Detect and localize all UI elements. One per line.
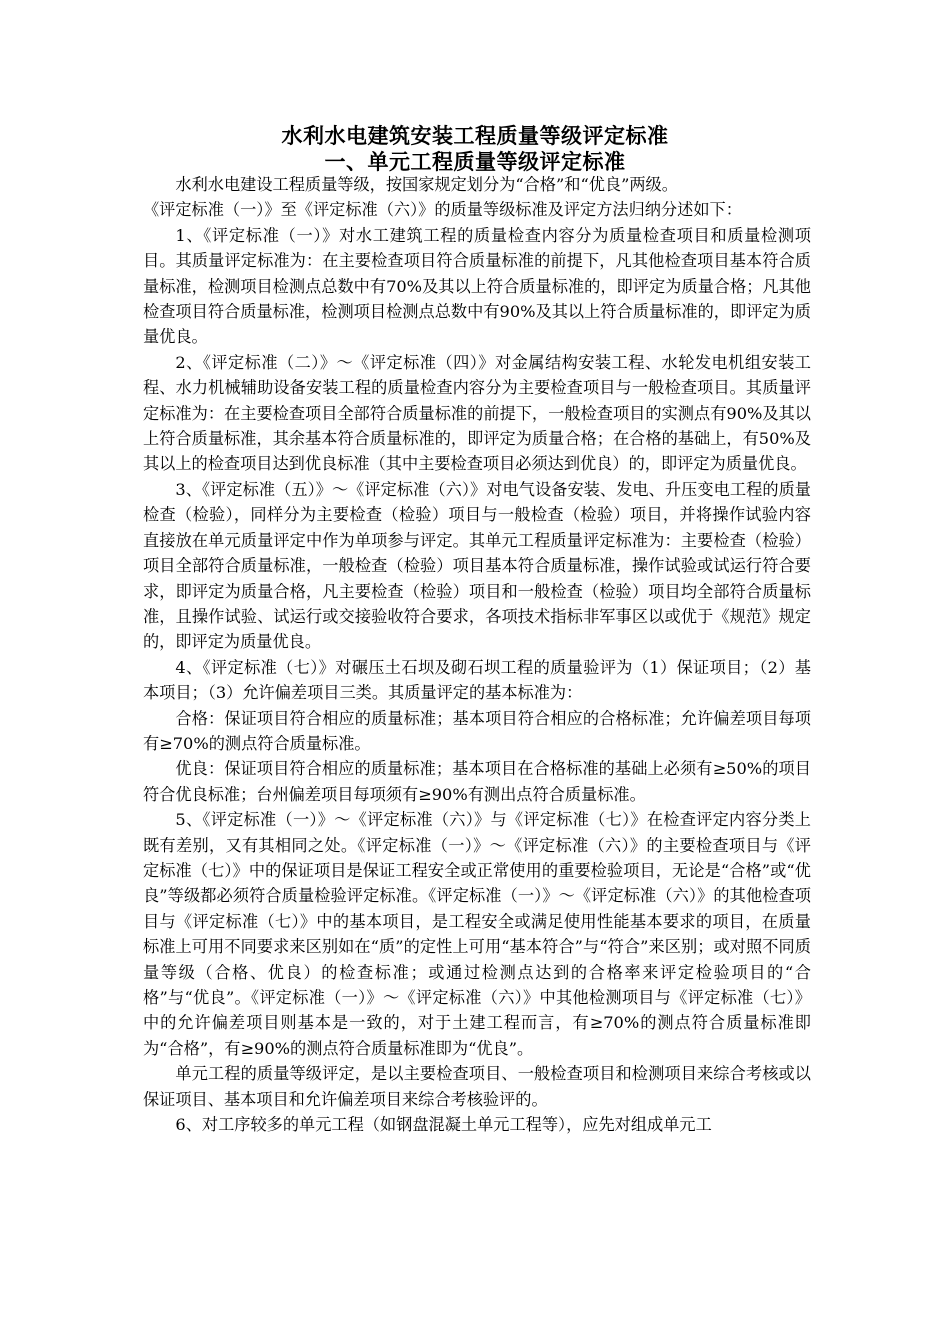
paragraph: 合格：保证项目符合相应的质量标准；基本项目符合相应的合格标准；允许偏差项目每项有≥70%的测点符合质量标准。 [143,708,811,753]
section-heading: 一、单元工程质量等级评定标准 [324,150,626,174]
paragraph: 6、对工序较多的单元工程（如钢盘混凝土单元工程等），应先对组成单元工 [175,1115,712,1135]
paragraph: 《评定标准（一）》至《评定标准（六）》的质量等级标准及评定方法归纳分述如下： [143,200,742,220]
paragraph: 4、《评定标准（七）》对碾压土石坝及砌石坝工程的质量验评为（1）保证项目；（2）基本项目；（3）允许偏差项目三类。其质量评定的基本标准为： [143,657,811,703]
paragraph: 优良：保证项目符合相应的质量标准；基本项目在合格标准的基础上必须有≥50%的项目符合优良标准；台州偏差项目每项须有≥90%有测出点符合质量标准。 [143,759,811,804]
paragraph: 2、《评定标准（二）》～《评定标准（四）》对金属结构安装工程、水轮发电机组安装工程、水力机械辅助设备安装工程的质量检查内容分为主要检查项目与一般检查项目。其质量评定标准为：在主要检查项目全部符合质量标准的前提下，一般检查项目的实测点有90%及其以上符合质量标准，其余基本符合质量标准的，即评定为质量合格；在合格的基础上，有50%及其以上的检查项目达到优良标准（其中主要检查项目必须达到优良）的，即评定为质量优良。 [143,352,811,474]
paragraph: 单元工程的质量等级评定，是以主要检查项目、一般检查项目和检测项目来综合考核或以保证项目、基本项目和允许偏差项目来综合考核验评的。 [143,1064,811,1109]
paragraph: 5、《评定标准（一）》～《评定标准（六）》与《评定标准（七）》在检查评定内容分类上既有差别，又有其相同之处。《评定标准（一）》～《评定标准（六）》的主要检查项目与《评定标准（七）》中的保证项目是保证工程安全或正常使用的重要检验项目，无论是“合格”或“优良”等级都必须符合质量检验评定标准。《评定标准（一）》～《评定标准（六）》的其他检查项目与《评定标准（七）》中的基本项目，是工程安全或满足使用性能基本要求的项目，在质量标准上可用不同要求来区别如在“质”的定性上可用“基本符合”与“符合”来区别；或对照不同质量等级（合格、优良）的检查标准；或通过检测点达到的合格率来评定检验项目的“合格”与“优良”。《评定标准（一）》～《评定标准（六）》中其他检测项目与《评定标准（七）》中的允许偏差项目则基本是一致的，对于土建工程而言，有≥70%的测点符合质量标准即为“合格”，有≥90%的测点符合质量标准即为“优良”。 [143,810,811,1058]
document-body [143,172,811,1137]
paragraph: 水利水电建设工程质量等级，按国家规定划分为“合格”和“优良”两级。 [175,175,678,194]
paragraph: 1、《评定标准（一）》对水工建筑工程的质量检查内容分为质量检查项目和质量检测项目。其质量评定标准为：在主要检查项目符合质量标准的前提下，凡其他检查项目基本符合质量标准，检测项目检测点总数中有70%及其以上符合质量标准的，即评定为质量合格；凡其他检查项目符合质量标准，检测项目检测点总数中有90%及其以上符合质量标准的，即评定为质量优良。 [143,225,811,347]
document-title: 水利水电建筑安装工程质量等级评定标准 [281,124,669,148]
paragraph: 3、《评定标准（五）》～《评定标准（六）》对电气设备安装、发电、升压变电工程的质量检查（检验），同样分为主要检查（检验）项目与一般检查（检验）项目，并将操作试验内容直接放在单元质量评定中作为单项参与评定。其单元工程质量评定标准为：主要检查（检验）项目全部符合质量标准，一般检查（检验）项目基本符合质量标准，操作试验或试运行符合要求，即评定为质量合格，凡主要检查（检验）项目和一般检查（检验）项目均全部符合质量标准，且操作试验、试运行或交接验收符合要求，各项技术指标非军事区以或优于《规范》规定的，即评定为质量优良。 [143,479,811,652]
